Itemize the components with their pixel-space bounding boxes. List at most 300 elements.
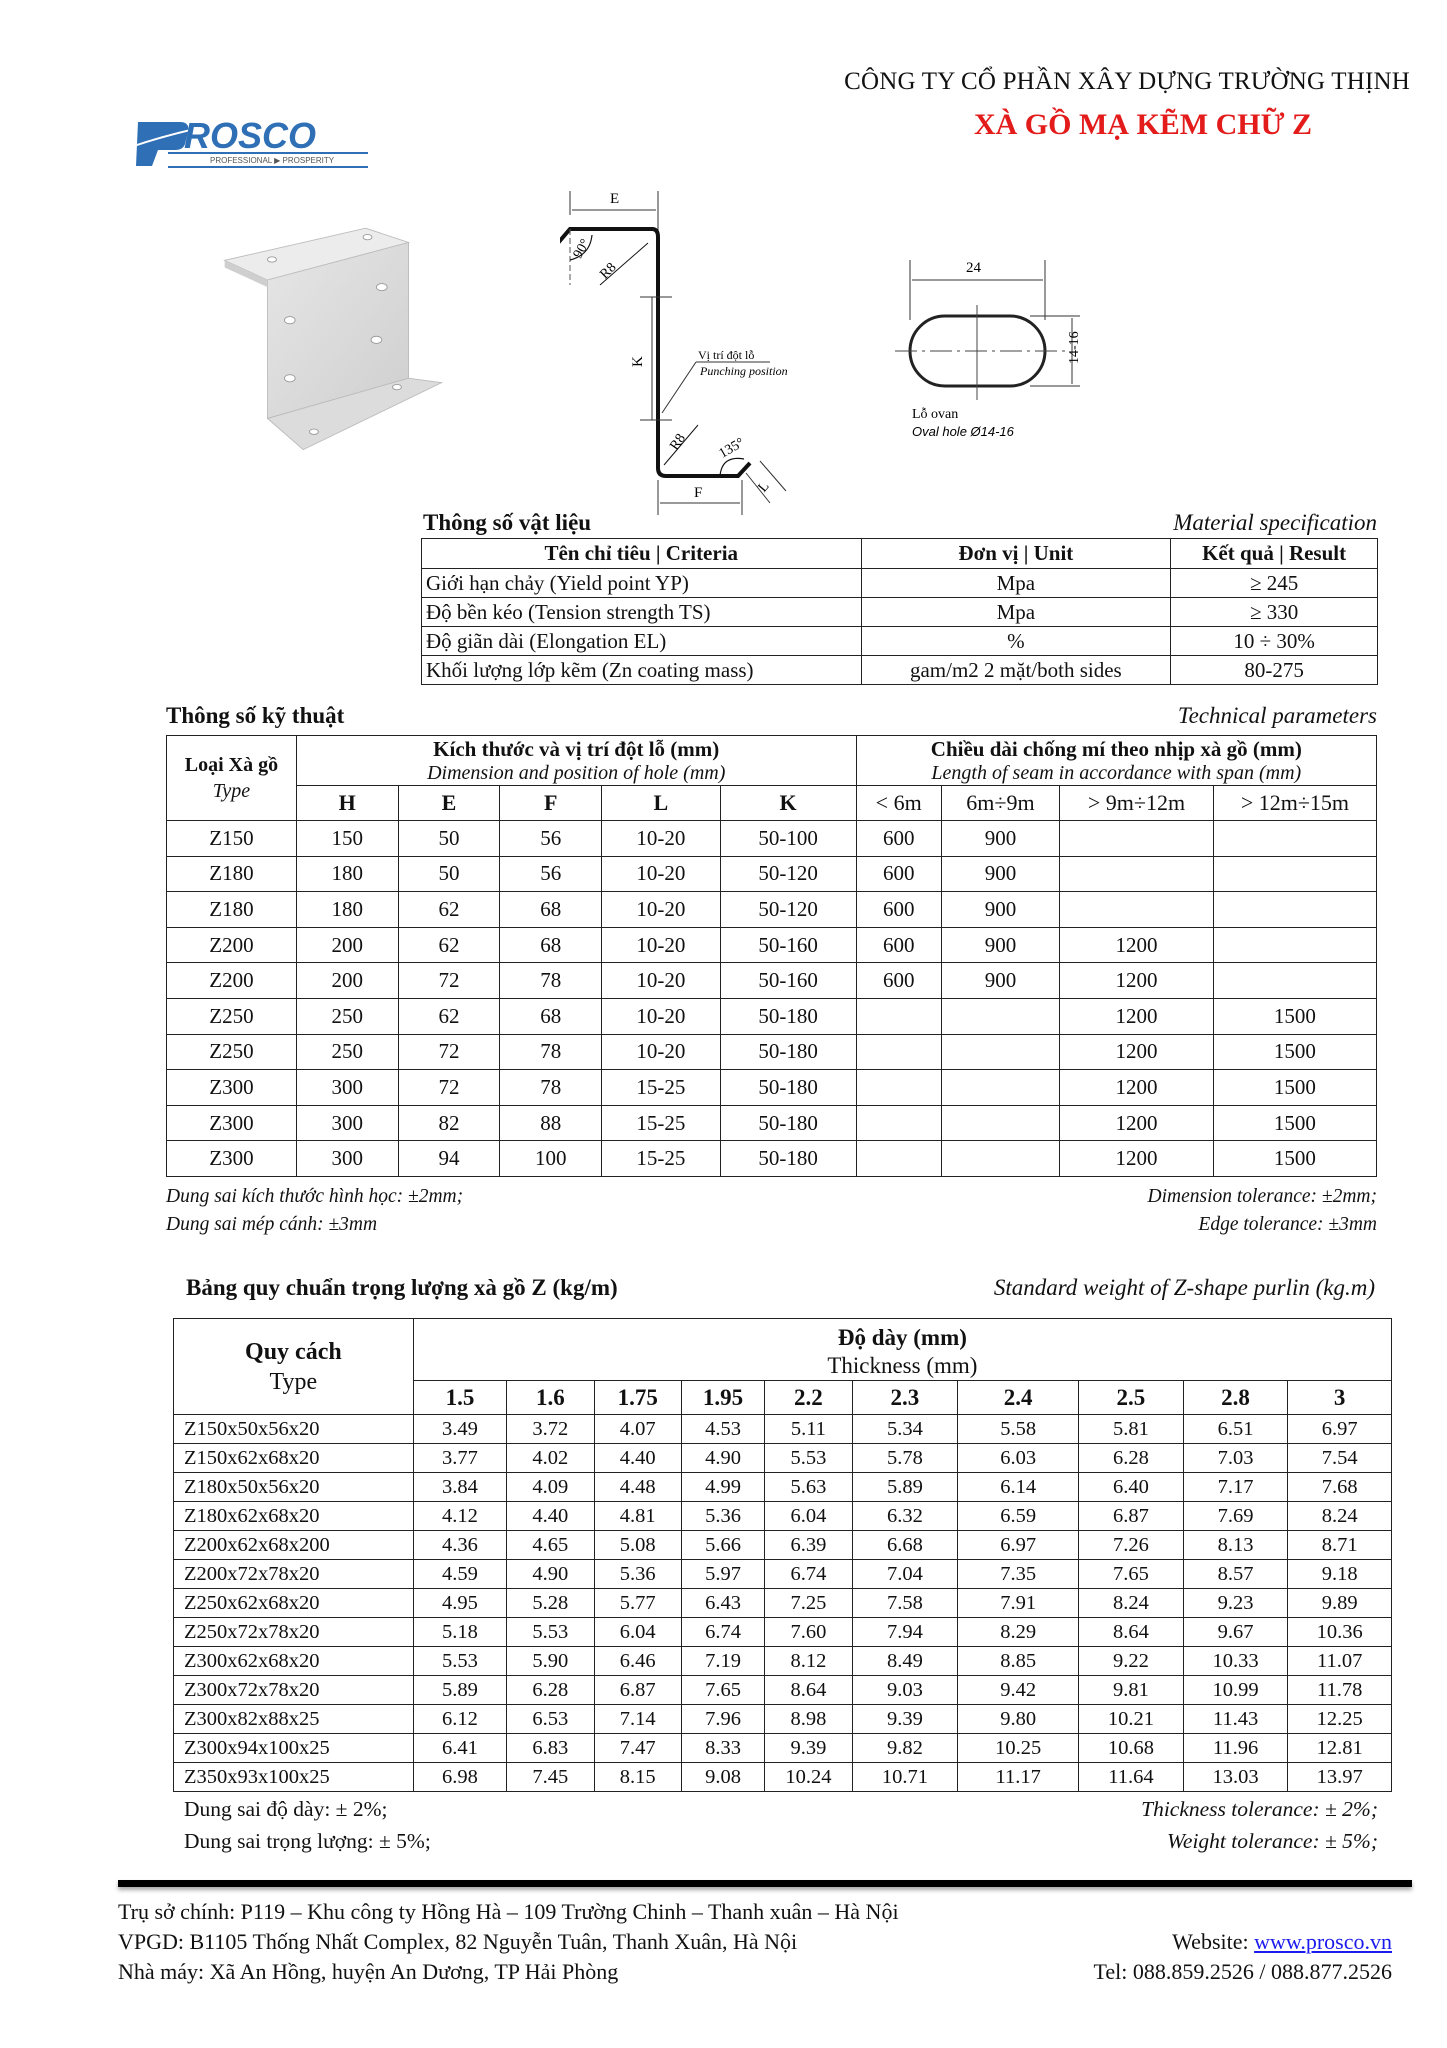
spec-cell: Z200x72x78x20 (174, 1560, 414, 1589)
value-cell: 50-180 (720, 998, 856, 1034)
weight-cell: 7.65 (1079, 1560, 1184, 1589)
column-header: E (398, 786, 500, 821)
column-header: > 9m÷12m (1060, 786, 1214, 821)
technical-notes-en (980, 1183, 1377, 1239)
weight-cell: 9.23 (1183, 1589, 1288, 1618)
weight-cell: 6.03 (958, 1444, 1079, 1473)
value-cell: 180 (296, 892, 398, 928)
column-header: K (720, 786, 856, 821)
weight-cell: 4.02 (507, 1444, 594, 1473)
weight-title-en: Standard weight of Z-shape purlin (kg.m) (993, 1275, 1375, 1300)
weight-cell: 5.78 (852, 1444, 958, 1473)
weight-cell: 10.33 (1183, 1647, 1288, 1676)
value-cell: 250 (296, 1034, 398, 1070)
weight-cell: 11.96 (1183, 1734, 1288, 1763)
technical-row (167, 1070, 1377, 1106)
technical-title-en: Technical parameters (1177, 703, 1377, 728)
value-cell: 10-20 (602, 927, 720, 963)
value-cell (941, 1105, 1059, 1141)
weight-cell: 11.78 (1288, 1676, 1392, 1705)
weight-cell: 5.58 (958, 1415, 1079, 1444)
spec-header-vi: Quy cách (245, 1338, 342, 1365)
value-cell: 78 (500, 963, 602, 999)
weight-cell: 7.26 (1079, 1531, 1184, 1560)
weight-cell: 6.40 (1079, 1473, 1184, 1502)
oval-caption-en: Oval hole Ø14-16 (912, 424, 1014, 439)
value-cell: 100 (500, 1141, 602, 1177)
weight-cell: 4.90 (681, 1444, 764, 1473)
value-cell: 300 (296, 1105, 398, 1141)
weight-cell: 4.65 (507, 1531, 594, 1560)
value-cell: 56 (500, 856, 602, 892)
weight-cell: 9.67 (1183, 1618, 1288, 1647)
value-cell: 1500 (1213, 1105, 1376, 1141)
spec-cell: Z300x94x100x25 (174, 1734, 414, 1763)
weight-cell: 6.97 (1288, 1415, 1392, 1444)
weight-cell: 5.28 (507, 1589, 594, 1618)
weight-row (174, 1647, 1392, 1676)
value-cell (1060, 856, 1214, 892)
trading-office-address: VPGD: B1105 Thống Nhất Complex, 82 Nguyễn Tuân, Thanh Xuân, Hà Nội (118, 1929, 798, 1954)
footer-contact (900, 1927, 1392, 1987)
thickness-column-header: 1.95 (681, 1381, 764, 1415)
weight-cell: 9.22 (1079, 1647, 1184, 1676)
weight-cell: 5.36 (594, 1560, 681, 1589)
value-cell: 1500 (1213, 1034, 1376, 1070)
dimension-header-en: Dimension and position of hole (mm) (427, 761, 726, 784)
result-cell: 10 ÷ 30% (1171, 627, 1378, 656)
weight-cell: 4.09 (507, 1473, 594, 1502)
thickness-header-en: Thickness (mm) (827, 1352, 978, 1378)
value-cell: 10-20 (602, 1034, 720, 1070)
thickness-column-header: 1.6 (507, 1381, 594, 1415)
column-header: L (602, 786, 720, 821)
technical-row (167, 1105, 1377, 1141)
weight-cell: 7.54 (1288, 1444, 1392, 1473)
weight-cell: 6.98 (413, 1763, 506, 1792)
unit-cell: gam/m2 2 mặt/both sides (861, 656, 1171, 685)
value-cell: 50-180 (720, 1070, 856, 1106)
weight-cell: 9.03 (852, 1676, 958, 1705)
thickness-tolerance-vi: Dung sai độ dày: ± 2%; (184, 1797, 388, 1821)
column-header: 6m÷9m (941, 786, 1059, 821)
value-cell: 1200 (1060, 1034, 1214, 1070)
weight-cell: 6.04 (594, 1618, 681, 1647)
technical-notes-vi (166, 1183, 463, 1239)
value-cell: 94 (398, 1141, 500, 1177)
weight-cell: 9.42 (958, 1676, 1079, 1705)
value-cell: 50-100 (720, 821, 856, 857)
weight-cell: 7.14 (594, 1705, 681, 1734)
spec-cell: Z200x62x68x200 (174, 1531, 414, 1560)
type-header (167, 736, 297, 821)
spec-cell: Z150x62x68x20 (174, 1444, 414, 1473)
label-f: F (694, 485, 703, 501)
thickness-column-header: 2.5 (1079, 1381, 1184, 1415)
value-cell: 62 (398, 927, 500, 963)
weight-cell: 6.28 (1079, 1444, 1184, 1473)
criteria-cell: Độ giãn dài (Elongation EL) (422, 627, 862, 656)
weight-cell: 7.19 (681, 1647, 764, 1676)
weight-cell: 5.53 (507, 1618, 594, 1647)
type-cell: Z200 (167, 963, 297, 999)
weight-cell: 7.68 (1288, 1473, 1392, 1502)
phone-numbers: Tel: 088.859.2526 / 088.877.2526 (1093, 1959, 1392, 1984)
value-cell: 10-20 (602, 856, 720, 892)
label-k: K (630, 356, 646, 367)
spec-cell: Z300x72x78x20 (174, 1676, 414, 1705)
value-cell: 200 (296, 963, 398, 999)
value-cell: 10-20 (602, 963, 720, 999)
criteria-cell: Độ bền kéo (Tension strength TS) (422, 598, 862, 627)
weight-cell: 7.47 (594, 1734, 681, 1763)
oval-height-label: 14-16 (1067, 331, 1082, 364)
weight-cell: 8.24 (1288, 1502, 1392, 1531)
value-cell (856, 1070, 941, 1106)
value-cell: 200 (296, 927, 398, 963)
angle-90: 90° (570, 236, 594, 262)
weight-cell: 5.89 (852, 1473, 958, 1502)
value-cell: 600 (856, 963, 941, 999)
weight-cell: 7.35 (958, 1560, 1079, 1589)
type-cell: Z250 (167, 998, 297, 1034)
weight-cell: 7.04 (852, 1560, 958, 1589)
value-cell: 50-180 (720, 1141, 856, 1177)
weight-row (174, 1589, 1392, 1618)
weight-cell: 12.25 (1288, 1705, 1392, 1734)
weight-tolerance-vi: Dung sai trọng lượng: ± 5%; (184, 1829, 431, 1853)
value-cell: 15-25 (602, 1141, 720, 1177)
value-cell (1213, 856, 1376, 892)
weight-cell: 9.81 (1079, 1676, 1184, 1705)
weight-cell: 11.07 (1288, 1647, 1392, 1676)
spec-cell: Z250x62x68x20 (174, 1589, 414, 1618)
weight-cell: 10.21 (1079, 1705, 1184, 1734)
value-cell: 250 (296, 998, 398, 1034)
weight-row (174, 1705, 1392, 1734)
value-cell: 900 (941, 856, 1059, 892)
material-row (422, 627, 1378, 656)
weight-cell: 4.07 (594, 1415, 681, 1444)
type-cell: Z200 (167, 927, 297, 963)
unit-cell: Mpa (861, 569, 1171, 598)
seam-header (856, 736, 1376, 786)
weight-cell: 7.03 (1183, 1444, 1288, 1473)
value-cell: 72 (398, 1070, 500, 1106)
material-header-result: Kết quả | Result (1171, 539, 1378, 569)
angle-135: 135° (716, 435, 748, 462)
website-label: Website: (1172, 1929, 1255, 1954)
value-cell: 68 (500, 892, 602, 928)
value-cell (856, 1141, 941, 1177)
thickness-tolerance-en: Thickness tolerance: ± 2%; (1141, 1797, 1378, 1821)
weight-cell: 8.64 (765, 1676, 852, 1705)
type-header-vi: Loại Xà gồ (184, 754, 279, 776)
weight-table (173, 1318, 1392, 1792)
oval-width-label: 24 (966, 260, 981, 276)
weight-title-vi: Bảng quy chuẩn trọng lượng xà gồ Z (kg/m) (186, 1275, 618, 1300)
weight-cell: 3.77 (413, 1444, 506, 1473)
value-cell: 300 (296, 1070, 398, 1106)
weight-cell: 4.53 (681, 1415, 764, 1444)
value-cell: 180 (296, 856, 398, 892)
weight-cell: 13.97 (1288, 1763, 1392, 1792)
dimension-tolerance-vi: Dung sai kích thước hình học: ±2mm; (166, 1186, 464, 1207)
technical-row (167, 892, 1377, 928)
weight-row (174, 1618, 1392, 1647)
value-cell: 15-25 (602, 1105, 720, 1141)
website-line (900, 1927, 1392, 1957)
weight-cell: 5.77 (594, 1589, 681, 1618)
weight-cell: 7.25 (765, 1589, 852, 1618)
weight-cell: 7.60 (765, 1618, 852, 1647)
weight-row (174, 1763, 1392, 1792)
value-cell (1213, 927, 1376, 963)
head-office-address: Trụ sở chính: P119 – Khu công ty Hồng Hà – 109 Trường Chinh – Thanh xuân – Hà Nội (118, 1899, 899, 1924)
technical-row (167, 1034, 1377, 1070)
weight-cell: 10.36 (1288, 1618, 1392, 1647)
value-cell (1213, 892, 1376, 928)
material-header-unit: Đơn vị | Unit (861, 539, 1171, 569)
value-cell: 1200 (1060, 1105, 1214, 1141)
type-cell: Z180 (167, 856, 297, 892)
weight-cell: 6.41 (413, 1734, 506, 1763)
value-cell: 78 (500, 1070, 602, 1106)
weight-cell: 8.12 (765, 1647, 852, 1676)
value-cell: 15-25 (602, 1070, 720, 1106)
criteria-cell: Giới hạn chảy (Yield point YP) (422, 569, 862, 598)
weight-row (174, 1676, 1392, 1705)
weight-row (174, 1444, 1392, 1473)
result-cell: ≥ 330 (1171, 598, 1378, 627)
weight-cell: 12.81 (1288, 1734, 1392, 1763)
punch-label-en: Punching position (700, 364, 788, 378)
product-title: XÀ GỒ MẠ KẼM CHỮ Z (973, 108, 1312, 141)
weight-cell: 7.65 (681, 1676, 764, 1705)
technical-row (167, 856, 1377, 892)
value-cell: 88 (500, 1105, 602, 1141)
value-cell: 600 (856, 821, 941, 857)
value-cell: 50-120 (720, 856, 856, 892)
seam-header-vi: Chiều dài chống mí theo nhịp xà gồ (mm) (930, 736, 1302, 761)
value-cell: 10-20 (602, 821, 720, 857)
weight-cell: 3.72 (507, 1415, 594, 1444)
website-link[interactable]: www.prosco.vn (1254, 1929, 1392, 1954)
value-cell: 1200 (1060, 927, 1214, 963)
value-cell: 10-20 (602, 998, 720, 1034)
technical-row (167, 998, 1377, 1034)
weight-cell: 4.81 (594, 1502, 681, 1531)
z-section-diagram (560, 185, 860, 515)
value-cell: 50-160 (720, 927, 856, 963)
oval-hole-diagram (890, 250, 1120, 450)
weight-cell: 8.29 (958, 1618, 1079, 1647)
value-cell: 150 (296, 821, 398, 857)
type-cell: Z150 (167, 821, 297, 857)
weight-row (174, 1734, 1392, 1763)
weight-cell: 11.17 (958, 1763, 1079, 1792)
weight-cell: 6.87 (1079, 1502, 1184, 1531)
value-cell: 1200 (1060, 998, 1214, 1034)
technical-row (167, 963, 1377, 999)
logo-tagline: PROFESSIONAL ▶ PROSPERITY (210, 156, 335, 165)
column-header: < 6m (856, 786, 941, 821)
weight-cell: 4.48 (594, 1473, 681, 1502)
weight-cell: 6.83 (507, 1734, 594, 1763)
oval-caption-vi: Lỗ ovan (912, 407, 959, 422)
weight-row (174, 1560, 1392, 1589)
weight-cell: 5.63 (765, 1473, 852, 1502)
weight-cell: 9.80 (958, 1705, 1079, 1734)
thickness-column-header: 2.8 (1183, 1381, 1288, 1415)
weight-cell: 5.36 (681, 1502, 764, 1531)
value-cell: 68 (500, 998, 602, 1034)
purlin-photo (205, 205, 455, 480)
spec-cell: Z300x82x88x25 (174, 1705, 414, 1734)
technical-row (167, 1141, 1377, 1177)
dimension-tolerance-en: Dimension tolerance: ±2mm; (1147, 1186, 1377, 1207)
value-cell: 900 (941, 927, 1059, 963)
value-cell: 600 (856, 856, 941, 892)
value-cell: 62 (398, 998, 500, 1034)
weight-cell: 11.43 (1183, 1705, 1288, 1734)
value-cell: 50-160 (720, 963, 856, 999)
weight-cell: 5.08 (594, 1531, 681, 1560)
weight-cell: 6.74 (681, 1618, 764, 1647)
edge-tolerance-en: Edge tolerance: ±3mm (1198, 1214, 1377, 1235)
weight-cell: 7.69 (1183, 1502, 1288, 1531)
thickness-column-header: 1.5 (413, 1381, 506, 1415)
weight-cell: 4.59 (413, 1560, 506, 1589)
type-cell: Z300 (167, 1105, 297, 1141)
material-row (422, 656, 1378, 685)
weight-cell: 7.45 (507, 1763, 594, 1792)
weight-cell: 5.66 (681, 1531, 764, 1560)
value-cell: 1500 (1213, 1070, 1376, 1106)
column-header: H (296, 786, 398, 821)
weight-cell: 9.39 (852, 1705, 958, 1734)
spec-cell: Z150x50x56x20 (174, 1415, 414, 1444)
weight-row (174, 1502, 1392, 1531)
weight-row (174, 1473, 1392, 1502)
spec-header-en: Type (269, 1368, 318, 1395)
weight-cell: 7.94 (852, 1618, 958, 1647)
weight-cell: 6.32 (852, 1502, 958, 1531)
weight-cell: 4.90 (507, 1560, 594, 1589)
logo-brand-text: ROSCO (184, 115, 317, 156)
weight-cell: 6.39 (765, 1531, 852, 1560)
weight-cell: 6.51 (1183, 1415, 1288, 1444)
thickness-column-header: 3 (1288, 1381, 1392, 1415)
footer-divider (118, 1880, 1412, 1887)
weight-notes-en (960, 1793, 1378, 1857)
weight-cell: 4.40 (594, 1444, 681, 1473)
weight-cell: 5.34 (852, 1415, 958, 1444)
prosco-logo (128, 110, 388, 170)
value-cell: 10-20 (602, 892, 720, 928)
seam-header-en: Length of seam in accordance with span (mm) (931, 761, 1302, 784)
company-name: CÔNG TY CỔ PHẦN XÂY DỰNG TRƯỜNG THỊNH (844, 68, 1410, 95)
unit-cell: Mpa (861, 598, 1171, 627)
value-cell: 50-180 (720, 1034, 856, 1070)
material-title-en: Material specification (1173, 510, 1377, 535)
value-cell: 62 (398, 892, 500, 928)
spec-cell: Z300x62x68x20 (174, 1647, 414, 1676)
weight-cell: 5.11 (765, 1415, 852, 1444)
spec-cell: Z180x62x68x20 (174, 1502, 414, 1531)
weight-cell: 6.59 (958, 1502, 1079, 1531)
value-cell (1213, 821, 1376, 857)
weight-row (174, 1415, 1392, 1444)
weight-cell: 8.13 (1183, 1531, 1288, 1560)
value-cell: 1200 (1060, 963, 1214, 999)
weight-cell: 5.81 (1079, 1415, 1184, 1444)
weight-cell: 11.64 (1079, 1763, 1184, 1792)
label-l: L (755, 479, 773, 496)
weight-cell: 9.89 (1288, 1589, 1392, 1618)
weight-cell: 5.53 (413, 1647, 506, 1676)
value-cell: 50 (398, 821, 500, 857)
weight-cell: 6.12 (413, 1705, 506, 1734)
weight-cell: 6.43 (681, 1589, 764, 1618)
value-cell: 50-180 (720, 1105, 856, 1141)
value-cell (856, 998, 941, 1034)
weight-cell: 10.71 (852, 1763, 958, 1792)
value-cell (941, 1070, 1059, 1106)
radius-top: R8 (597, 260, 620, 283)
value-cell (941, 998, 1059, 1034)
spec-cell: Z180x50x56x20 (174, 1473, 414, 1502)
weight-row (174, 1531, 1392, 1560)
thickness-column-header: 1.75 (594, 1381, 681, 1415)
weight-cell: 4.99 (681, 1473, 764, 1502)
weight-cell: 8.85 (958, 1647, 1079, 1676)
weight-cell: 6.46 (594, 1647, 681, 1676)
thickness-column-header: 2.4 (958, 1381, 1079, 1415)
weight-cell: 6.04 (765, 1502, 852, 1531)
material-row (422, 569, 1378, 598)
value-cell: 78 (500, 1034, 602, 1070)
weight-cell: 6.28 (507, 1676, 594, 1705)
value-cell: 56 (500, 821, 602, 857)
weight-cell: 6.97 (958, 1531, 1079, 1560)
spec-cell: Z350x93x100x25 (174, 1763, 414, 1792)
thickness-column-header: 2.2 (765, 1381, 852, 1415)
value-cell: 600 (856, 927, 941, 963)
weight-cell: 8.71 (1288, 1531, 1392, 1560)
weight-cell: 9.18 (1288, 1560, 1392, 1589)
weight-cell: 9.39 (765, 1734, 852, 1763)
dimension-header (296, 736, 856, 786)
unit-cell: % (861, 627, 1171, 656)
value-cell: 50 (398, 856, 500, 892)
punch-label-vi: Vị trí đột lỗ (698, 348, 755, 362)
material-table (421, 538, 1378, 685)
thickness-column-header: 2.3 (852, 1381, 958, 1415)
label-e: E (610, 191, 620, 207)
column-header: F (500, 786, 602, 821)
value-cell: 50-120 (720, 892, 856, 928)
weight-cell: 5.90 (507, 1647, 594, 1676)
technical-row (167, 821, 1377, 857)
weight-cell: 6.68 (852, 1531, 958, 1560)
footer-addresses (118, 1897, 899, 1987)
factory-address: Nhà máy: Xã An Hồng, huyện An Dương, TP Hải Phòng (118, 1959, 619, 1984)
weight-cell: 4.40 (507, 1502, 594, 1531)
weight-cell: 8.64 (1079, 1618, 1184, 1647)
radius-bottom: R8 (667, 431, 689, 454)
thickness-header (413, 1319, 1391, 1381)
